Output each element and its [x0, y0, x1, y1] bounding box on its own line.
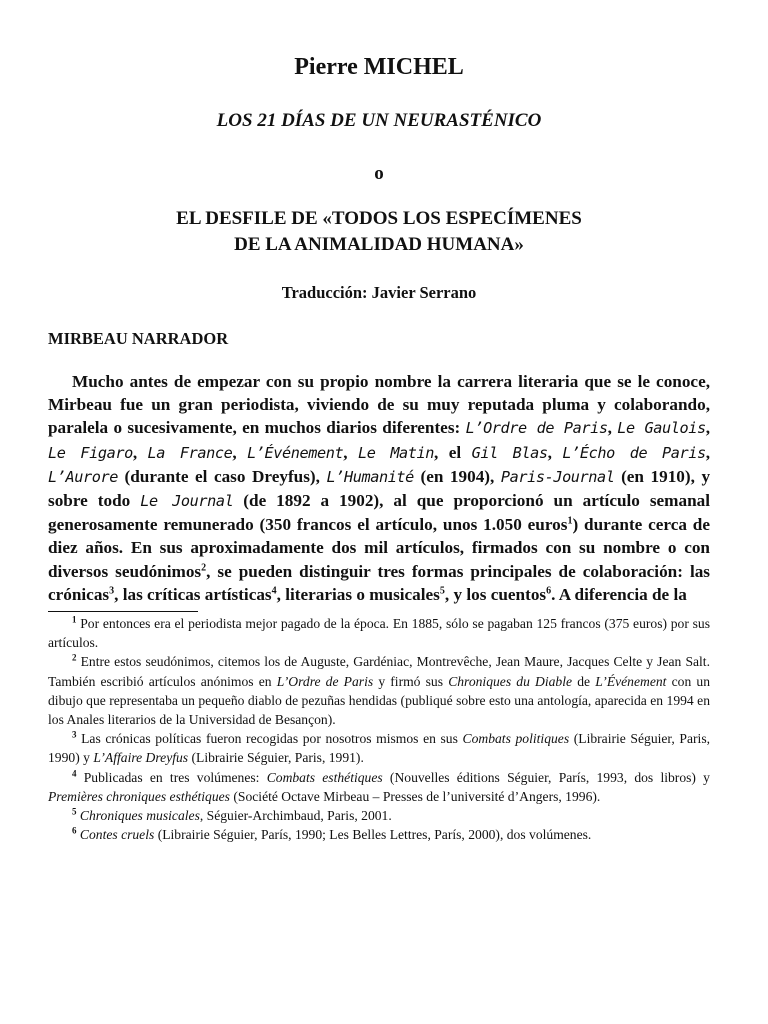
footnote-number: 3 [72, 729, 77, 740]
subtitle-line-2: DE LA ANIMALIDAD HUMANA» [234, 234, 524, 255]
newspaper-title: Le Figaro [48, 443, 133, 462]
body-text: (durante el caso Dreyfus) [124, 466, 316, 486]
footnote-divider [48, 611, 198, 612]
title-conjunction: o [374, 163, 384, 184]
footnote-number: 2 [72, 652, 77, 663]
work-title: L’Événement [595, 673, 667, 689]
footnote-text: (Librairie Séguier, Paris, 1990) y [48, 731, 711, 766]
footnote-3 [48, 729, 710, 767]
work-title: Contes cruels [79, 827, 155, 843]
footnote-number: 4 [72, 768, 77, 779]
newspaper-title: L’Ordre de Paris [465, 419, 608, 438]
newspaper-title: L’Écho de Paris [562, 443, 706, 462]
body-text: el [448, 442, 462, 462]
work-title: Combats politiques [462, 731, 570, 747]
subtitle-line-1: EL DESFILE DE «TODOS LOS ESPECÍMENES [176, 208, 582, 229]
document-subtitle [48, 206, 710, 258]
newspaper-title: L’Humanité [326, 467, 414, 486]
footnote-ref[interactable]: 3 [109, 585, 115, 597]
body-paragraph: Mucho antes de empezar con su propio nombre la carrera literaria que se le conoce, Mirbeau fue un gran periodista, viviendo de su muy reputada pluma y colaborando, paralela o sucesivamente, en muchos diarios diferentes: L’Ordre de Paris, Le Gaulois, Le Figaro, La France, L’Événement, Le Matin, el Gil Blas, L’Écho de Paris, L’Aurore (durante el caso Dreyfus), L’Humanité (en 1904), Paris-Journal (en 1910), y sobre todo Le Journal (de 1892 a 1902), al que proporcionó un artículo semanal generosamente remunerado (350 francos el artículo, unos 1.050 euros$^1$) durante cerca de diez años. En sus aproximadamente dos mil artículos, firmados con su nombre o con diversos seudónimos$^2$, se pueden distinguir tres formas principales de colaboración: las crónicas$^3$, las críticas artísticas$^4$, literarias o musicales$^5$, y los cuentos$^6$. A diferencia de la [48, 372, 711, 604]
footnote-text: Por entonces era el periodista mejor pagado de la época. En 1885, sólo se pagaban 125 francos (375 euros) por sus artículos. [48, 616, 710, 651]
footnote-text: con un dibujo que representaba un pequeño diablo de pezuñas hendidas (publiqué sobre esto una antología, aparecida en 1994 en los Anales literarios de la Universidad de Besançon). [48, 673, 711, 728]
body-text: , se pueden distinguir tres formas principales de colaboración: las crónicas [48, 561, 710, 604]
footnote-4 [48, 768, 710, 806]
footnote-text: (Nouvelles éditions Séguier, París, 1993, dos libros) y [389, 769, 710, 785]
translator-credit: Traducción: Javier Serrano [281, 283, 477, 302]
footnote-ref[interactable]: 6 [546, 585, 552, 597]
body-text: (en 1910), y sobre todo [48, 466, 711, 511]
footnote-text: (Librairie Séguier, Paris, 1991). [191, 750, 364, 766]
work-title: Combats esthétiques [266, 769, 383, 785]
body-text: (en 1904) [420, 466, 491, 486]
footnote-number: 1 [72, 614, 77, 625]
body-text: , literarias o musicales [276, 584, 440, 604]
newspaper-title: Gil Blas [471, 443, 548, 462]
body-text: , las críticas artísticas [114, 584, 272, 604]
footnote-text: (Librairie Séguier, París, 1990; Les Belles Lettres, París, 2000), dos volúmenes. [157, 827, 592, 843]
newspaper-title: La France [147, 443, 233, 462]
body-text: ) durante cerca de diez años. En sus aproximadamente dos mil artículos, firmados con su nombre o con diversos seudónimos [48, 515, 710, 581]
work-title: Chroniques du Diable [448, 673, 573, 689]
newspaper-title: Paris-Journal [500, 467, 615, 486]
footnote-2 [48, 652, 710, 729]
footnote-ref[interactable]: 1 [567, 515, 573, 527]
document-title: LOS 21 DÍAS DE UN NEURASTÉNICO [216, 110, 542, 131]
footnote-ref[interactable]: 2 [201, 561, 207, 573]
work-title: Premières chroniques esthétiques [48, 788, 230, 804]
footnote-text: Entre estos seudónimos, citemos los de Auguste, Gardéniac, Montrevêche, Jean Maure, Jacques Celte y Jean Salt. También escribió artículos anónimos en [48, 654, 710, 689]
footnote-text: de [577, 673, 591, 689]
footnote-number: 5 [72, 806, 77, 817]
footnote-text: y firmó sus [378, 673, 444, 689]
work-title: Chroniques musicales [79, 808, 200, 824]
author-name: Pierre MICHEL [294, 54, 464, 80]
body-text: (de 1892 a 1902), al que proporcionó un artículo semanal generosamente remunerado (350 francos el artículo, unos 1.050 euros [48, 491, 711, 535]
body-text: Mucho antes de empezar con su propio nombre la carrera literaria que se le conoce, Mirbeau fue un gran periodista, viviendo de su muy reputada pluma y colaborando, paralela o sucesivamente, en muchos diarios diferentes: [48, 372, 710, 438]
footnote-6 [48, 825, 710, 844]
body-text: . A diferencia de la [551, 584, 687, 604]
footnote-ref[interactable]: 5 [439, 585, 445, 597]
footnote-1 [48, 614, 710, 652]
body-text: , y los cuentos [444, 584, 547, 604]
footnote-number: 6 [72, 825, 77, 836]
newspaper-title: Le Journal [140, 492, 234, 511]
newspaper-title: L’Événement [247, 443, 344, 462]
work-title: L’Ordre de Paris [276, 673, 374, 689]
newspaper-title: Le Matin [357, 443, 435, 462]
footnote-text: (Société Octave Mirbeau – Presses de l’université d’Angers, 1996). [233, 788, 601, 804]
newspaper-title: L’Aurore [48, 467, 118, 486]
footnote-text: Las crónicas políticas fueron recogidas por nosotros mismos en sus [81, 731, 458, 747]
footnote-text: , Séguier-Archimbaud, Paris, 2001. [199, 808, 392, 824]
newspaper-title: Le Gaulois [617, 419, 706, 438]
footnote-5 [48, 806, 710, 825]
footnote-ref[interactable]: 4 [271, 585, 277, 597]
work-title: L’Affaire Dreyfus [93, 750, 189, 766]
footnote-text: Publicadas en tres volúmenes: [83, 769, 260, 785]
section-heading: MIRBEAU NARRADOR [48, 329, 229, 348]
